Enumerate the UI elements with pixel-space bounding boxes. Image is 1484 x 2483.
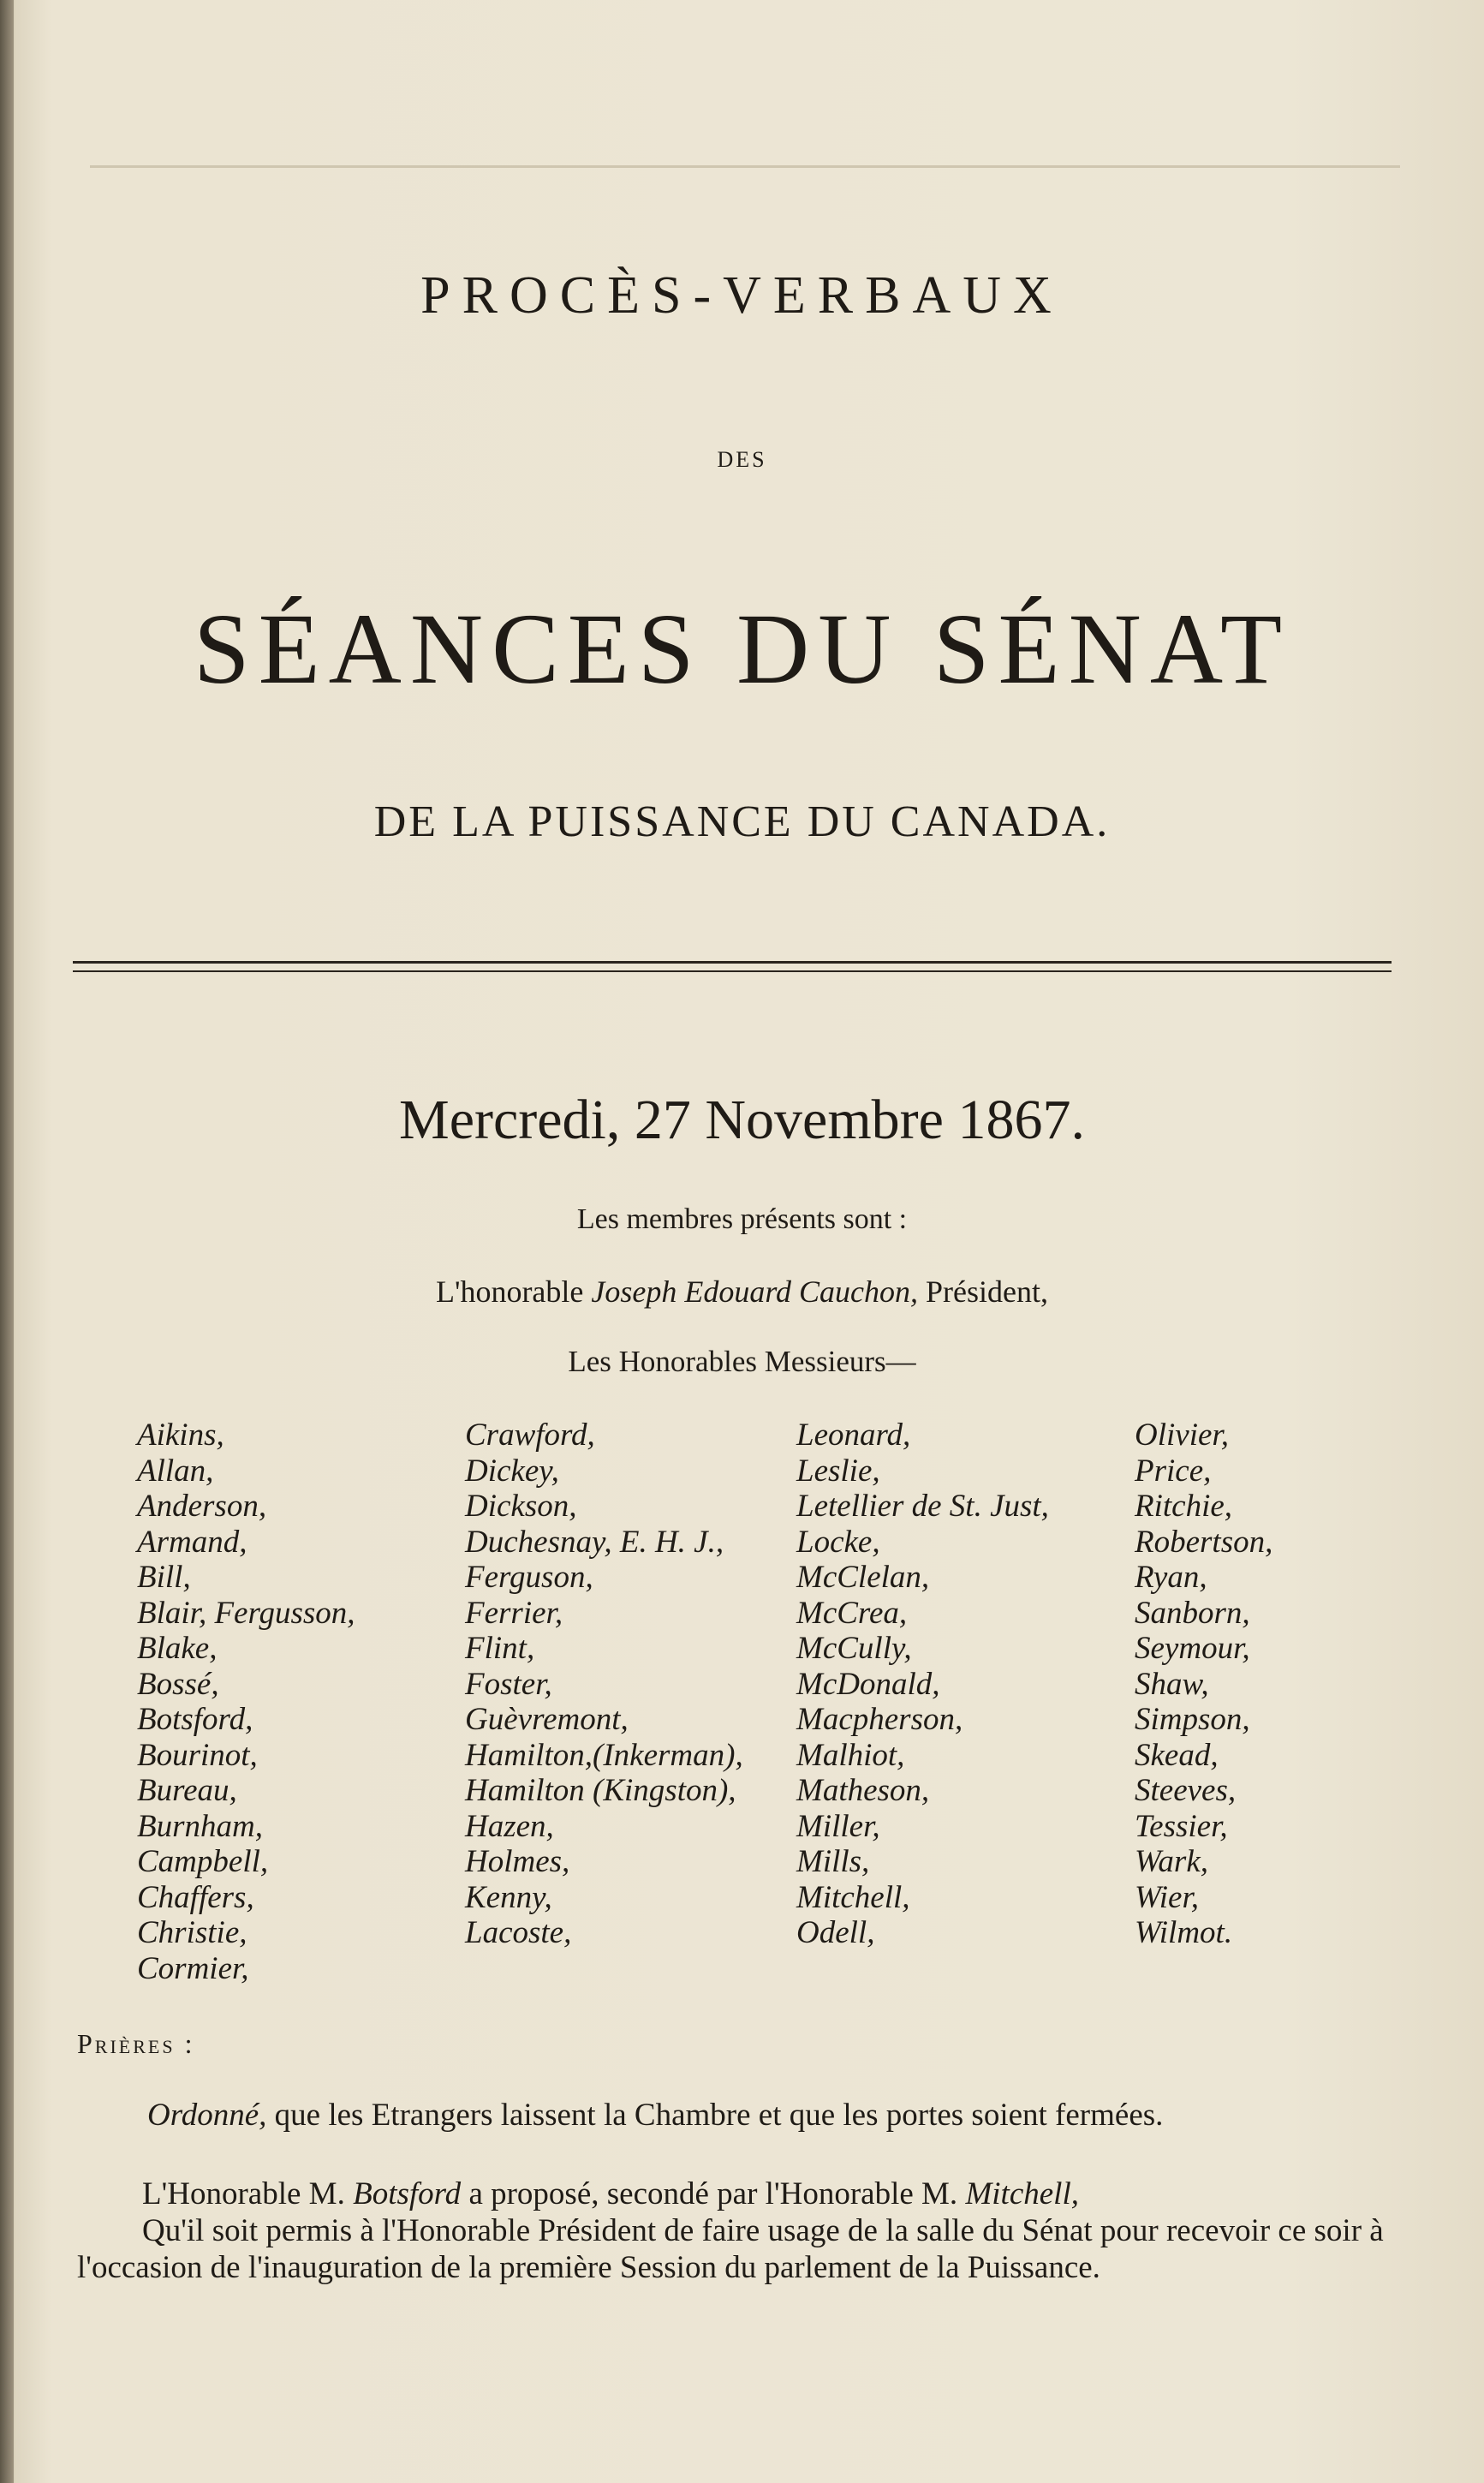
member-name: Bourinot, (137, 1737, 258, 1773)
member-name: Ritchie, (1135, 1489, 1233, 1524)
president-title: Président, (926, 1274, 1049, 1309)
bleed-through-rule (90, 165, 1400, 168)
member-name: Malhiot, (796, 1737, 905, 1773)
member-name: Allan, (137, 1453, 214, 1489)
member-name: Matheson, (796, 1773, 930, 1808)
member-name: Macpherson, (796, 1702, 963, 1737)
president-name: Joseph Edouard Cauchon, (591, 1274, 919, 1309)
motion-seconder: Mitchell, (965, 2176, 1079, 2211)
book-spine (0, 0, 14, 2483)
session-date: Mercredi, 27 Novembre 1867. (399, 1089, 1085, 1151)
member-name: Wier, (1135, 1879, 1200, 1915)
double-rule-top (73, 961, 1392, 964)
member-name: Ryan, (1135, 1560, 1207, 1595)
title-line-1: PROCÈS-VERBAUX (420, 266, 1064, 325)
member-name: Flint, (465, 1631, 535, 1666)
members-column-2 (465, 1418, 743, 1951)
member-name: Anderson, (137, 1489, 267, 1524)
members-column-3 (796, 1418, 1049, 1951)
member-name: Hamilton (Kingston), (465, 1773, 736, 1808)
member-name: McCully, (796, 1631, 912, 1666)
member-name: Holmes, (465, 1844, 570, 1879)
ordonne-text: que les Etrangers laissent la Chambre et que les portes soient fermées. (274, 2098, 1164, 2133)
member-name: Christie, (137, 1915, 247, 1950)
motion-paragraph (77, 2176, 1404, 2286)
ordonne-line (147, 2097, 1163, 2134)
member-name: Shaw, (1135, 1666, 1209, 1702)
title-line-2: SÉANCES DU SÉNAT (193, 593, 1291, 705)
double-rule-bottom (73, 970, 1392, 972)
member-name: Steeves, (1135, 1773, 1237, 1808)
member-name: Crawford, (465, 1418, 595, 1453)
member-name: Botsford, (137, 1702, 253, 1737)
member-name: Guèvremont, (465, 1702, 629, 1737)
members-column-4 (1135, 1418, 1272, 1951)
member-name: Armand, (137, 1524, 247, 1560)
member-name: Olivier, (1135, 1418, 1229, 1453)
member-name: Kenny, (465, 1879, 552, 1915)
member-name: Bill, (137, 1560, 191, 1595)
member-name: Campbell, (137, 1844, 269, 1879)
member-name: Lacoste, (465, 1915, 572, 1950)
member-name: Mills, (796, 1844, 870, 1879)
member-name: Simpson, (1135, 1702, 1250, 1737)
present-label: Les membres présents sont : (576, 1203, 908, 1235)
member-name: Hazen, (465, 1808, 554, 1844)
member-name: Ferrier, (465, 1595, 563, 1631)
member-name: Chaffers, (137, 1879, 254, 1915)
members-column-1 (137, 1418, 355, 1986)
member-name: McClelan, (796, 1560, 930, 1595)
member-name: Wark, (1135, 1844, 1208, 1879)
member-name: Blair, Fergusson, (137, 1595, 355, 1631)
member-name: Skead, (1135, 1737, 1219, 1773)
member-name: Duchesnay, E. H. J., (465, 1524, 724, 1560)
member-name: Robertson, (1135, 1524, 1273, 1560)
member-name: Letellier de St. Just, (796, 1489, 1049, 1524)
member-name: Mitchell, (796, 1879, 910, 1915)
messieurs-label: Les Honorables Messieurs— (568, 1345, 916, 1378)
member-name: Hamilton,(Inkerman), (465, 1737, 743, 1773)
motion-intro (77, 2176, 1404, 2212)
motion-prefix: L'Honorable M. (142, 2176, 345, 2211)
member-name: Leonard, (796, 1418, 911, 1453)
title-des: DES (717, 447, 767, 472)
member-name: Seymour, (1135, 1631, 1250, 1666)
member-name: Blake, (137, 1631, 218, 1666)
member-name: Cormier, (137, 1950, 249, 1986)
member-name: Price, (1135, 1453, 1212, 1489)
member-name: Sanborn, (1135, 1595, 1250, 1631)
member-name: Wilmot. (1135, 1915, 1233, 1950)
member-name: Ferguson, (465, 1560, 593, 1595)
member-name: Odell, (796, 1915, 875, 1950)
member-name: Bossé, (137, 1666, 219, 1702)
president-prefix: L'honorable (435, 1274, 584, 1309)
member-name: McDonald, (796, 1666, 940, 1702)
prieres-heading: Prières : (77, 2028, 195, 2059)
member-name: Aikins, (137, 1418, 224, 1453)
member-name: Miller, (796, 1808, 880, 1844)
member-name: Foster, (465, 1666, 552, 1702)
member-name: Tessier, (1135, 1808, 1228, 1844)
motion-mover: Botsford (353, 2176, 462, 2211)
president-line (0, 1274, 1484, 1310)
member-name: Locke, (796, 1524, 880, 1560)
member-name: Dickson, (465, 1489, 577, 1524)
member-name: Burnham, (137, 1808, 263, 1844)
member-name: Bureau, (137, 1773, 237, 1808)
ordonne-word: Ordonné, (147, 2098, 267, 2133)
motion-middle: a proposé, secondé par l'Honorable M. (468, 2176, 958, 2211)
member-name: Dickey, (465, 1453, 559, 1489)
title-line-3: DE LA PUISSANCE DU CANADA. (373, 797, 1111, 846)
member-name: McCrea, (796, 1595, 908, 1631)
member-name: Leslie, (796, 1453, 880, 1489)
motion-text: Qu'il soit permis à l'Honorable Président de faire usage de la salle du Sénat pour recevoir ce soir à l'occasion de l'inauguration de la première Session du parlement de la Puissance. (77, 2213, 1384, 2285)
